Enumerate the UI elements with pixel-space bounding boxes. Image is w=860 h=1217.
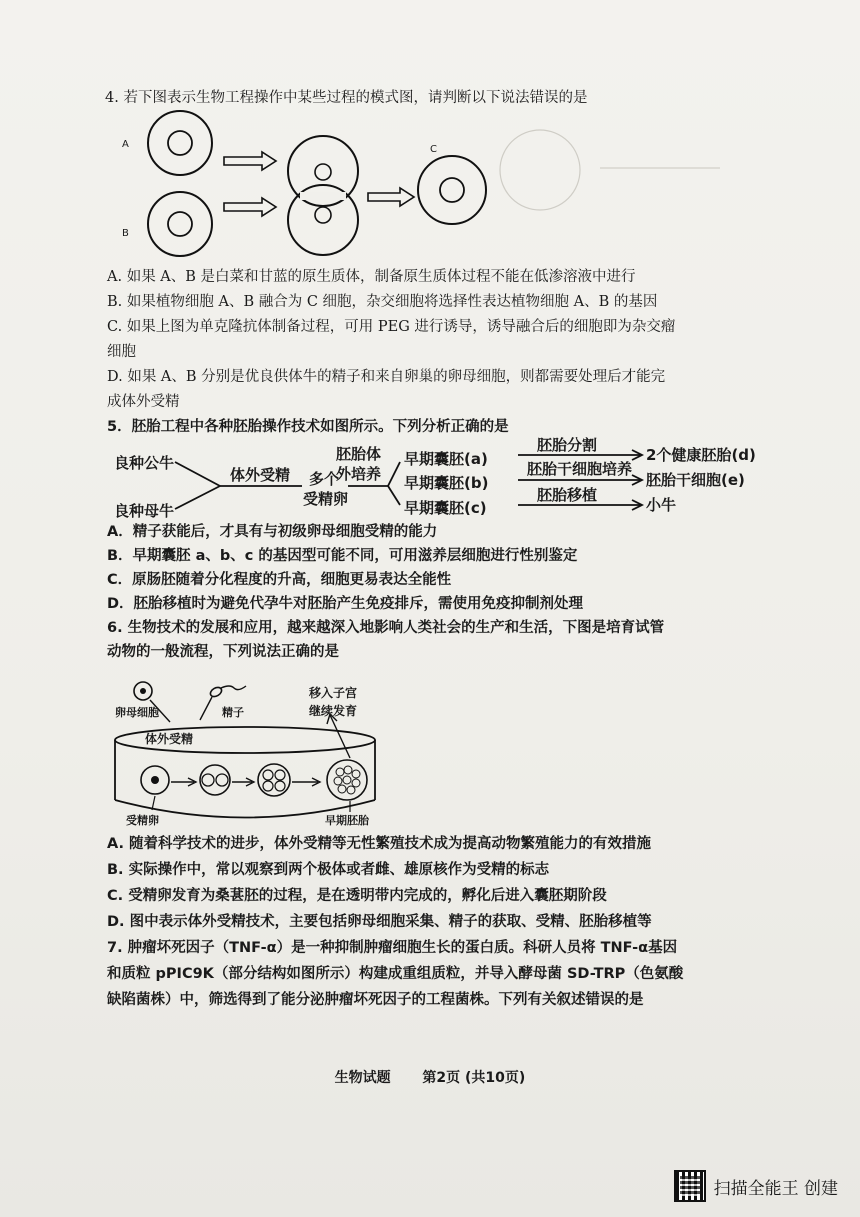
q7-line-2: 和质粒 pPIC9K（部分结构如图所示）构建成重组质粒，并导入酵母菌 SD-TRP（色氨酸 <box>107 966 684 982</box>
label-c: C <box>430 144 437 155</box>
watermark-text: 扫描全能王 创建 <box>713 1178 838 1199</box>
q6-stem-1: 6. 生物技术的发展和应用，越来越深入地影响人类社会的生产和生活，下图是培育试管 <box>107 620 665 636</box>
q5-option-a: A．精子获能后，才具有与初级卵母细胞受精的能力 <box>107 524 438 540</box>
footer-page-number: 第2页 (共10页) <box>422 1070 526 1086</box>
label-stem-cell-culture: 胚胎干细胞培养 <box>527 460 633 478</box>
q4-option-b: B. 如果植物细胞 A、B 融合为 C 细胞，杂交细胞将选择性表达植物细胞 A、B 的基因 <box>107 294 658 310</box>
q5-option-c: C．原肠胚随着分化程度的升高，细胞更易表达全能性 <box>107 572 452 588</box>
label-male-cattle: 良种公牛 <box>114 454 175 472</box>
label-embryo-splitting: 胚胎分割 <box>537 436 598 454</box>
scanner-watermark <box>674 1170 838 1202</box>
label-sperm: 精子 <box>222 706 244 719</box>
label-blastocyst-b: 早期囊胚(b) <box>404 474 489 492</box>
q4-stem: 4. 若下图表示生物工程操作中某些过程的模式图，请判断以下说法错误的是 <box>105 90 588 106</box>
label-oocyte: 卵母细胞 <box>115 706 159 719</box>
q6-option-d: D. 图中表示体外受精技术，主要包括卵母细胞采集、精子的获取、受精、胚胎移植等 <box>107 914 652 930</box>
label-output-e: 胚胎干细胞(e) <box>646 471 745 489</box>
label-zygotes-2: 受精卵 <box>303 490 349 508</box>
q4-option-d-cont: 成体外受精 <box>107 394 180 410</box>
q5-stem: 5．胚胎工程中各种胚胎操作技术如图所示。下列分析正确的是 <box>107 419 509 435</box>
page-footer <box>0 1067 860 1087</box>
label-blastocyst-a: 早期囊胚(a) <box>404 450 488 468</box>
label-ivf-dish: 体外受精 <box>145 732 194 746</box>
q4-option-a: A. 如果 A、B 是白菜和甘蓝的原生质体，制备原生质体过程不能在低渗溶液中进行 <box>107 269 636 285</box>
label-b: B <box>122 228 129 239</box>
q6-option-b: B. 实际操作中，常以观察到两个极体或者雌、雄原核作为受精的标志 <box>107 862 550 878</box>
q5-option-b: B．早期囊胚 a、b、c 的基因型可能不同，可用滋养层细胞进行性别鉴定 <box>107 548 578 564</box>
label-transfer-1: 移入子宫 <box>309 686 358 700</box>
q4-option-d: D. 如果 A、B 分别是优良供体牛的精子和来自卵巢的卵母细胞，则都需要处理后才能完 <box>107 369 666 385</box>
label-female-cattle: 良种母牛 <box>114 502 175 520</box>
label-early-embryo: 早期胚胎 <box>325 814 369 827</box>
label-ivf: 体外受精 <box>230 466 291 484</box>
q5-option-d: D．胚胎移植时为避免代孕牛对胚胎产生免疫排斥，需使用免疫抑制剂处理 <box>107 596 584 612</box>
label-a: A <box>122 139 129 150</box>
label-culture-1: 胚胎体 <box>336 445 382 463</box>
label-embryo-transfer: 胚胎移植 <box>537 486 598 504</box>
label-output-calf: 小牛 <box>646 496 677 514</box>
label-output-d: 2个健康胚胎(d) <box>646 446 756 464</box>
label-zygotes-1: 多个 <box>309 470 340 488</box>
footer-subject: 生物试题 <box>334 1070 391 1086</box>
qr-code-icon <box>674 1170 706 1202</box>
label-blastocyst-c: 早期囊胚(c) <box>404 499 487 517</box>
label-culture-2: 外培养 <box>336 465 382 483</box>
q6-option-a: A. 随着科学技术的进步，体外受精等无性繁殖技术成为提高动物繁殖能力的有效措施 <box>107 836 652 852</box>
q7-line-1: 7. 肿瘤坏死因子（TNF-α）是一种抑制肿瘤细胞生长的蛋白质。科研人员将 TNF-α基因 <box>107 940 678 956</box>
q6-option-c: C. 受精卵发育为桑葚胚的过程，是在透明带内完成的，孵化后进入囊胚期阶段 <box>107 888 607 904</box>
label-zygote: 受精卵 <box>126 814 159 827</box>
q4-option-c-cont: 细胞 <box>107 344 136 360</box>
label-transfer-2: 继续发育 <box>309 704 358 718</box>
q6-stem-2: 动物的一般流程，下列说法正确的是 <box>107 644 339 660</box>
q4-option-c: C. 如果上图为单克隆抗体制备过程，可用 PEG 进行诱导，诱导融合后的细胞即为杂交瘤 <box>107 319 676 335</box>
q7-line-3: 缺陷菌株）中，筛选得到了能分泌肿瘤坏死因子的工程菌株。下列有关叙述错误的是 <box>107 992 644 1008</box>
